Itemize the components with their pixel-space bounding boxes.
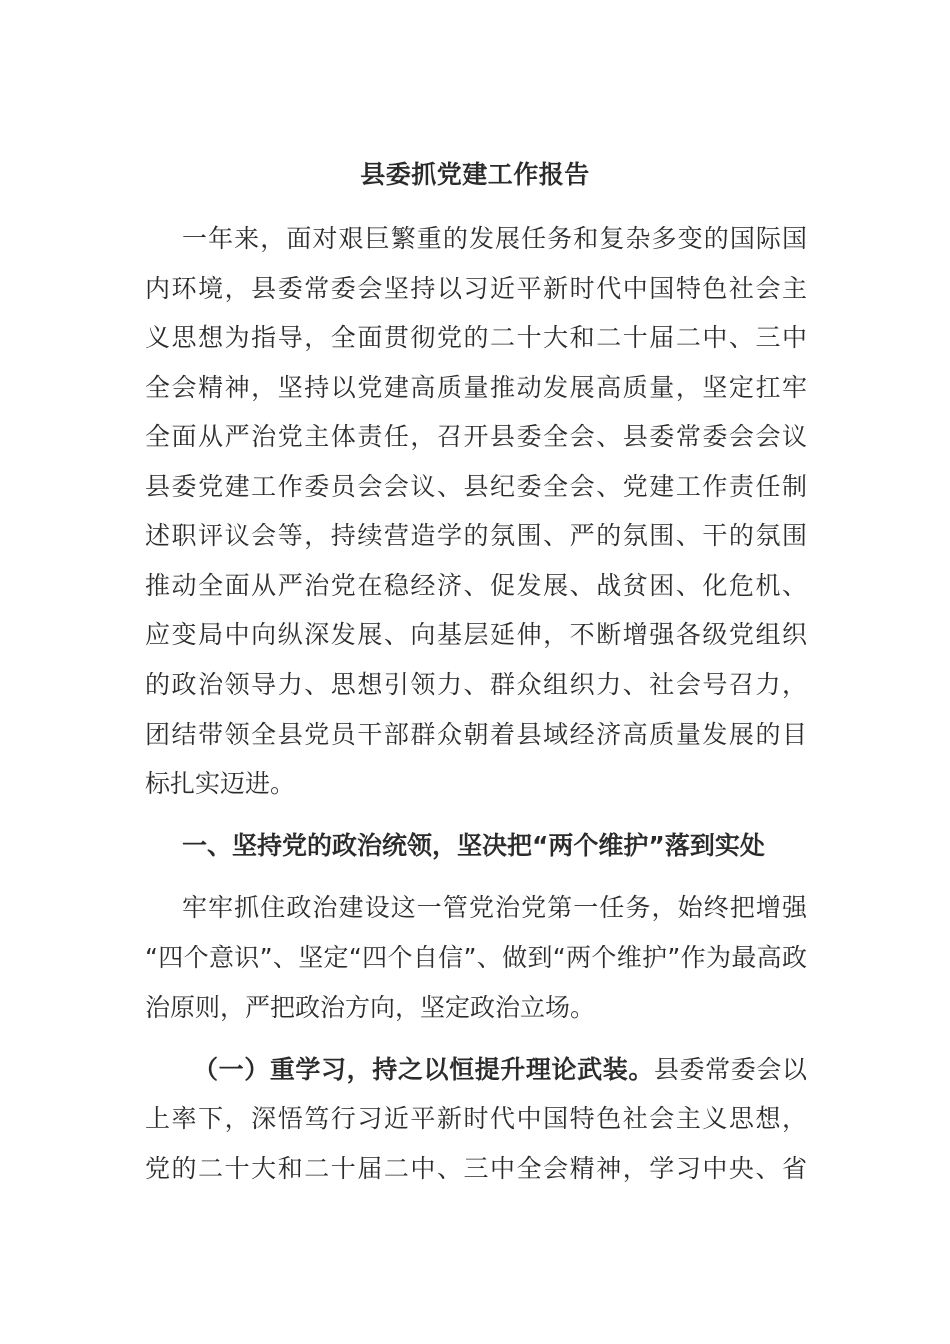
- section-line: 牢牢抓住政治建设这一管党治党第一任务，始终把增强: [182, 893, 807, 922]
- intro-line: 推动全面从严治党在稳经济、促发展、战贫困、化危机、: [145, 571, 807, 600]
- intro-line: 县委党建工作委员会会议、县纪委全会、党建工作责任制: [145, 472, 807, 501]
- intro-line: 应变局中向纵深发展、向基层延伸，不断增强各级党组织: [145, 620, 807, 649]
- subsection-text: 县委常委会以: [653, 1055, 807, 1084]
- intro-line: 内环境，县委常委会坚持以习近平新时代中国特色社会主: [145, 274, 807, 303]
- subsection-line: 上率下，深悟笃行习近平新时代中国特色社会主义思想，: [145, 1104, 807, 1133]
- intro-line: 标扎实迈进。: [145, 769, 296, 798]
- section-line: 治原则，严把政治方向，坚定政治立场。: [145, 993, 596, 1022]
- subsection-line: 党的二十大和二十届二中、三中全会精神，学习中央、省: [145, 1154, 807, 1183]
- intro-line: 团结带领全县党员干部群众朝着县域经济高质量发展的目: [145, 720, 807, 749]
- document-title: 县委抓党建工作报告: [360, 160, 590, 189]
- intro-line: 述职评议会等，持续营造学的氛围、严的氛围、干的氛围: [145, 521, 807, 550]
- intro-line: 全会精神，坚持以党建高质量推动发展高质量，坚定扛牢: [145, 373, 807, 402]
- section-heading: 一、坚持党的政治统领，坚决把“两个维护”落到实处: [182, 831, 765, 860]
- subsection-heading: （一）重学习，持之以恒提升理论武装。: [193, 1055, 654, 1084]
- intro-line: 一年来，面对艰巨繁重的发展任务和复杂多变的国际国: [182, 224, 807, 253]
- intro-line: 的政治领导力、思想引领力、群众组织力、社会号召力，: [145, 670, 807, 699]
- section-line: “四个意识”、坚定“四个自信”、做到“两个维护”作为最高政: [145, 943, 807, 972]
- subsection-first-line: [193, 1045, 807, 1095]
- intro-line: 义思想为指导，全面贯彻党的二十大和二十届二中、三中: [145, 323, 807, 352]
- intro-line: 全面从严治党主体责任，召开县委全会、县委常委会会议: [145, 422, 807, 451]
